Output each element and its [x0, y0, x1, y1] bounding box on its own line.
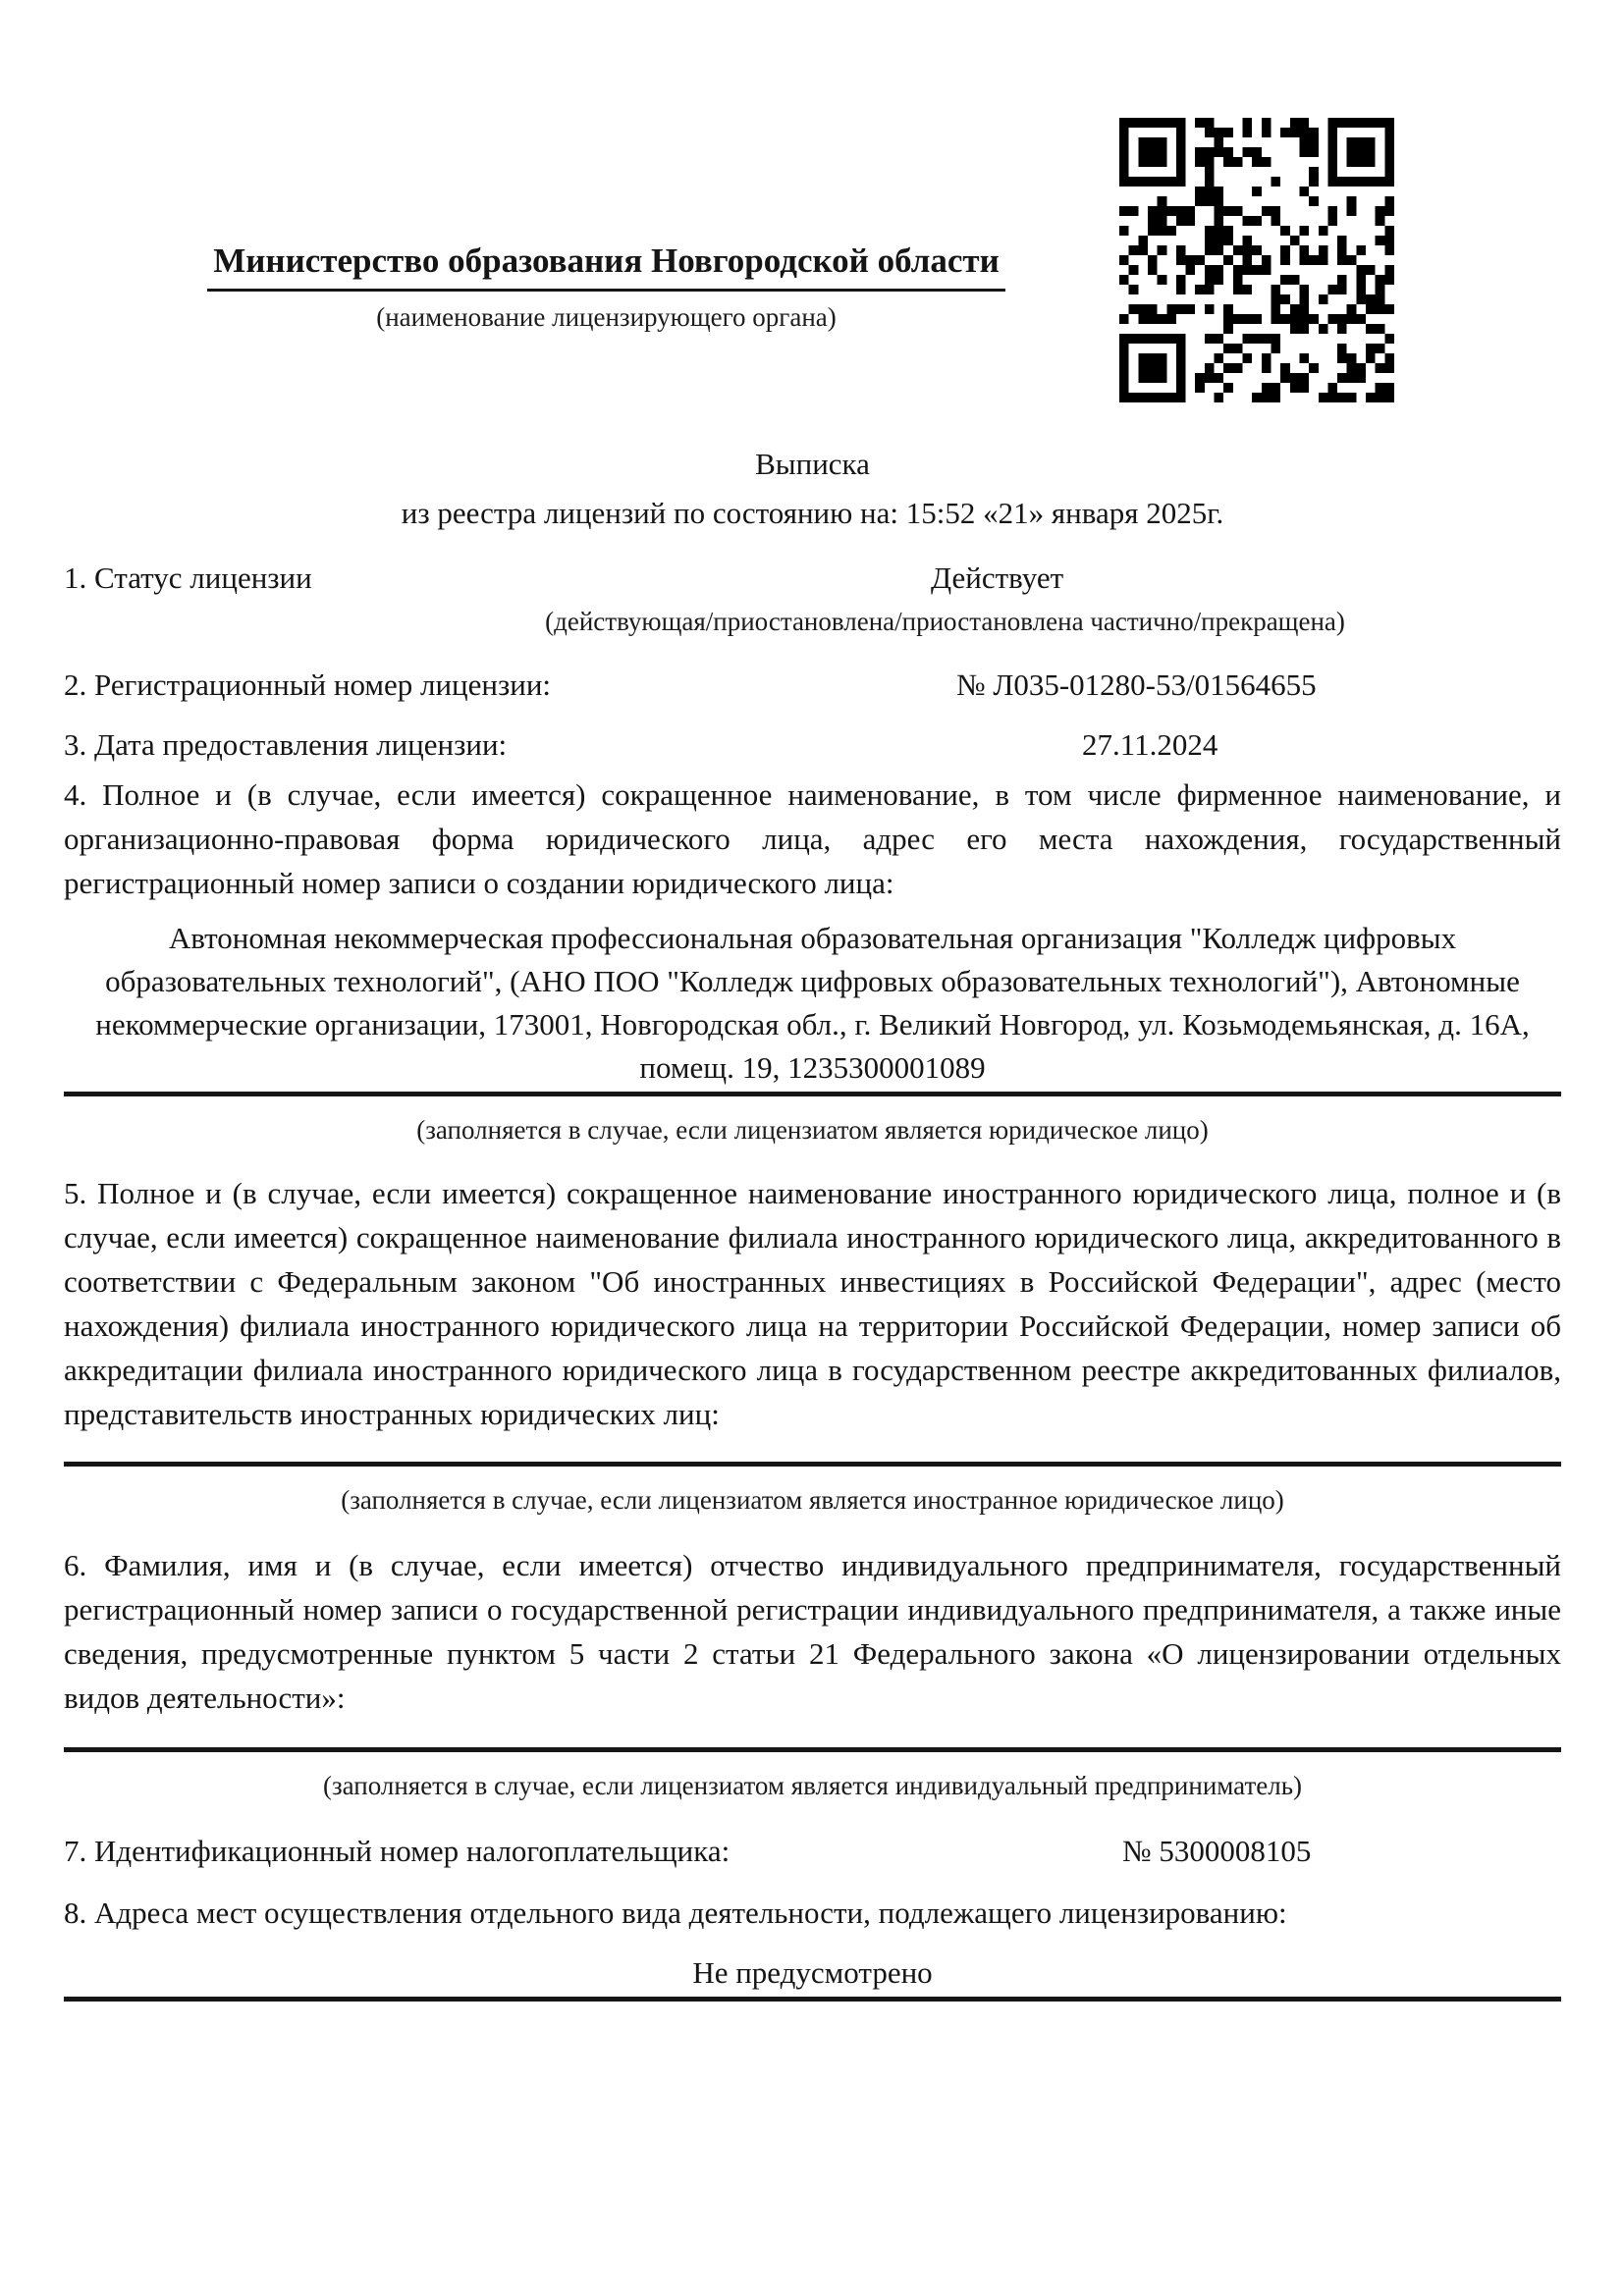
- licensing-authority-name: Министерство образования Новгородской области: [207, 236, 1005, 292]
- addresses-label: 8. Адреса мест осуществления отдельного вида деятельности, подлежащего лицензированию:: [64, 1896, 1287, 1930]
- addresses-value: Не предусмотрено: [692, 1955, 933, 1990]
- legal-entity-value: Автономная некоммерческая профессиональная образовательная организация "Колледж цифровых образовательных технологий", (АНО ПОО "Колледж цифровых образовательных технологий"), Автономные некоммерческие организации, 173001, Новгородская обл., г. Великий Новгород, ул. Козьмодемьянская, д. 16А, помещ. 19, 1235300001089: [95, 921, 1530, 1085]
- registration-number-row: [64, 663, 1561, 707]
- document-header: [64, 236, 1149, 337]
- document-subtitle: из реестра лицензий по состоянию на: 15:52 «21» января 2025г.: [401, 496, 1224, 530]
- foreign-entity-clause: 5. Полное и (в случае, если имеется) сокращенное наименование иностранного юридического лица, полное и (в случае, если имеется) сокращенное наименование филиала иностранного юридического лица, аккредитованного в соответствии с Федеральным законом "Об иностранных инвестициях в Российской Федерации", адрес (место нахождения) филиала иностранного юридического лица на территории Российской Федерации, номер записи об аккредитации филиала иностранного юридического лица в государственном реестре аккредитованных филиалов, представительств иностранных юридических лиц:: [64, 1176, 1561, 1431]
- legal-entity-clause: 4. Полное и (в случае, если имеется) сокращенное наименование, в том числе фирменное наименование, и организационно-правовая форма юридического лица, адрес его места нахождения, государственный регистрационный номер записи о создании юридического лица:: [64, 777, 1561, 900]
- document-title: Выписка: [755, 447, 870, 481]
- grant-date-value: 27.11.2024: [1082, 727, 1218, 762]
- status-label: 1. Статус лицензии: [64, 561, 312, 595]
- entrepreneur-caption: (заполняется в случае, если лицензиатом является индивидуальный предприниматель): [322, 1771, 1303, 1800]
- divider-line: [64, 1997, 1561, 2002]
- qr-code: [1119, 118, 1394, 402]
- status-row: [64, 556, 1561, 600]
- licensing-authority-caption: (наименование лицензирующего органа): [376, 302, 837, 332]
- grant-date-row: [64, 722, 1561, 767]
- divider-line: [64, 1092, 1561, 1096]
- inn-label: 7. Идентификационный номер налогоплательщика:: [64, 1834, 730, 1868]
- addresses-row: [64, 1891, 1561, 1935]
- qr-code-image: [1119, 118, 1394, 402]
- document-body: [0, 236, 1623, 2002]
- divider-line: [64, 1462, 1561, 1467]
- entrepreneur-clause: 6. Фамилия, имя и (в случае, если имеется) отчество индивидуального предпринимателя, государственный регистрационный номер записи о государственной регистрации индивидуального предпринимателя, а также иные сведения, предусмотренные пунктом 5 части 2 статьи 21 Федерального закона «О лицензировании отдельных видов деятельности»:: [64, 1548, 1561, 1715]
- legal-entity-caption: (заполняется в случае, если лицензиатом является юридическое лицо): [416, 1115, 1209, 1145]
- status-caption: (действующая/приостановлена/приостановлена частично/прекращена): [545, 607, 1345, 636]
- registration-number-label: 2. Регистрационный номер лицензии:: [64, 667, 552, 702]
- divider-line: [64, 1747, 1561, 1752]
- inn-value: № 5300008105: [1122, 1834, 1312, 1868]
- grant-date-label: 3. Дата предоставления лицензии:: [64, 727, 508, 762]
- inn-row: [64, 1829, 1561, 1873]
- foreign-entity-caption: (заполняется в случае, если лицензиатом является иностранное юридическое лицо): [341, 1485, 1284, 1515]
- registration-number-value: № Л035-01280-53/01564655: [956, 667, 1317, 702]
- status-value: Действует: [931, 561, 1064, 595]
